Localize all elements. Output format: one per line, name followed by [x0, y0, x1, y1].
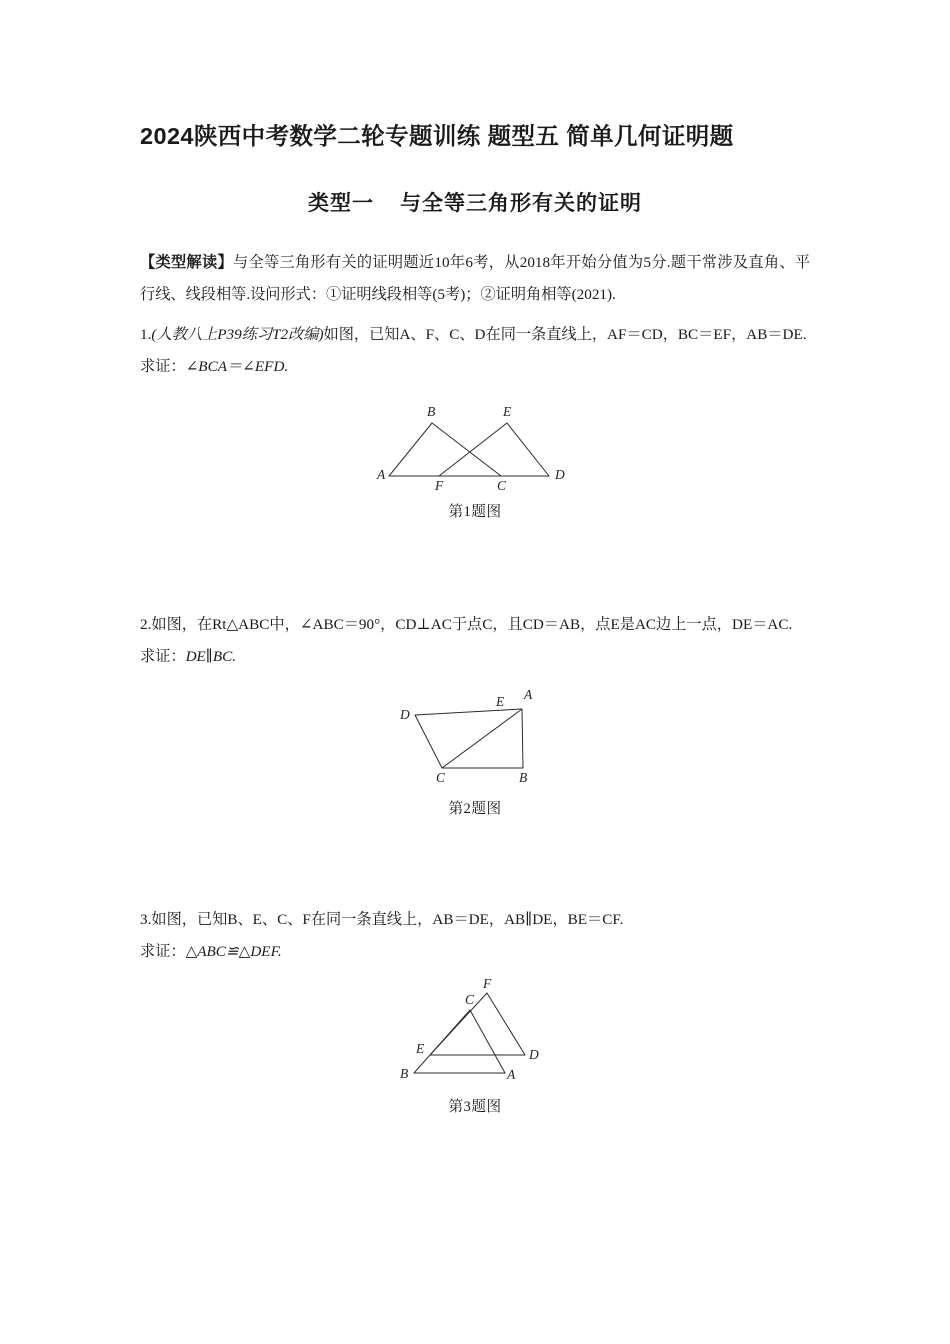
- figure-3-label-B: B: [400, 1065, 409, 1081]
- figure-1-caption: 第1题图: [448, 503, 502, 520]
- figure-2-diagram: [392, 685, 558, 785]
- problem-2: [140, 521, 810, 673]
- segment-AB: [522, 709, 523, 768]
- segment-DC: [415, 715, 442, 768]
- segment-ED: [507, 423, 549, 476]
- figure-1: [140, 384, 810, 521]
- problem-1-source: (人教八上P39练习T2改编): [151, 326, 324, 344]
- figure-2-label-B: B: [519, 770, 528, 786]
- problem-3-ask-label: 求证：: [140, 943, 186, 961]
- segment-BC: [432, 423, 501, 476]
- section-title: [140, 151, 810, 217]
- type-explanation-body: 与全等三角形有关的证明题近10年6考，从2018年开始分值为5分.题干常涉及直角、平行线、线段相等.设问形式：①证明线段相等(5考)；②证明角相等(2021).: [140, 254, 811, 304]
- type-explanation-paragraph: [140, 217, 810, 311]
- figure-2-caption: 第2题图: [448, 801, 502, 818]
- problem-1-text: 如图，已知A、F、C、D在同一条直线上，AF＝CD，BC＝EF，AB＝DE.: [323, 326, 807, 344]
- figure-2-label-D: D: [400, 707, 410, 723]
- figure-3-label-E: E: [416, 1040, 425, 1056]
- segment-FD: [487, 993, 525, 1055]
- page-title: 2024陕西中考数学二轮专题训练 题型五 简单几何证明题: [140, 123, 734, 149]
- problem-3-number: 3.: [140, 911, 152, 929]
- figure-3-label-C: C: [465, 991, 475, 1007]
- problem-3-text: 如图，已知B、E、C、F在同一条直线上，AB＝DE，AB∥DE，BE＝CF.: [151, 911, 624, 929]
- figure-1-label-A: A: [377, 466, 386, 482]
- figure-2-label-E: E: [496, 694, 505, 710]
- section-title-type: 类型一: [308, 192, 374, 216]
- problem-3-ask-line: [140, 936, 810, 968]
- figure-3-diagram: [390, 977, 560, 1087]
- problem-2-stem: [140, 609, 810, 641]
- figure-3-label-D: D: [529, 1046, 539, 1062]
- problem-1-ask-label: 求证：: [140, 358, 186, 376]
- problem-1-stem: [140, 319, 810, 351]
- figure-1-label-B: B: [427, 403, 436, 419]
- problem-3-stem: [140, 904, 810, 936]
- segment-FE: [439, 423, 507, 476]
- problem-3-ask: △ABC≌△DEF.: [185, 943, 282, 961]
- figure-1-diagram: [375, 398, 575, 490]
- problem-2-text: 如图，在Rt△ABC中，∠ABC＝90°，CD⊥AC于点C，且CD＝AB，点E是AC边上一点，DE＝AC.: [151, 615, 793, 633]
- problem-2-number: 2.: [140, 615, 152, 633]
- figure-2-label-A: A: [524, 687, 533, 703]
- figure-3-label-A: A: [507, 1066, 516, 1082]
- segment-CA: [470, 1010, 505, 1073]
- problem-1-number: 1.: [140, 326, 152, 344]
- segment-AB: [389, 423, 432, 476]
- figure-2: [140, 673, 810, 818]
- figure-3-label-F: F: [483, 976, 492, 991]
- figure-1-label-F: F: [435, 477, 444, 490]
- problem-1-ask: ∠BCA＝∠EFD.: [185, 358, 289, 376]
- problem-3: [140, 818, 810, 968]
- figure-3: [140, 969, 810, 1116]
- problem-2-ask-line: [140, 641, 810, 673]
- problem-1-ask-line: [140, 351, 810, 383]
- figure-3-caption: 第3题图: [448, 1098, 502, 1115]
- type-explanation-lead: 【类型解读】: [140, 254, 233, 272]
- problem-2-ask-label: 求证：: [140, 647, 186, 665]
- figure-1-label-E: E: [503, 403, 512, 419]
- section-title-name: 与全等三角形有关的证明: [400, 192, 642, 216]
- figure-1-label-C: C: [497, 477, 507, 490]
- segment-DA: [415, 709, 522, 715]
- problem-1: [140, 311, 810, 383]
- segment-EF: [430, 993, 487, 1055]
- problem-2-ask: DE∥BC.: [185, 647, 237, 665]
- figure-1-label-D: D: [555, 466, 565, 482]
- segment-CA: [442, 709, 522, 768]
- figure-2-label-C: C: [436, 770, 446, 786]
